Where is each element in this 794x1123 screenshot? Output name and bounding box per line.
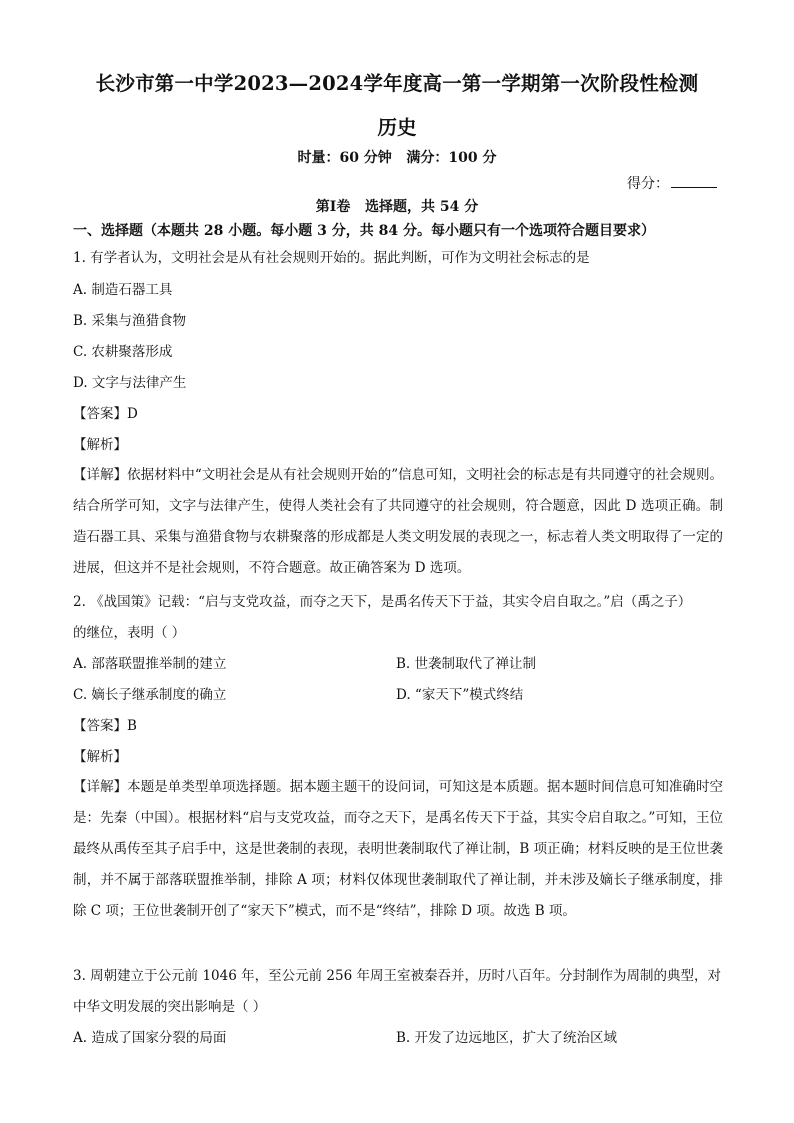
q3-option-a: A. 造成了国家分裂的局面 xyxy=(73,1030,227,1046)
q3-option-b: B. 开发了边远地区，扩大了统治区域 xyxy=(396,1030,618,1046)
q1-detail: 【详解】依据材料中“文明社会是从有社会规则开始的”信息可知，文明社会的标志是有共同遵守的社会规则。结合所学可知，文字与法律产生，使得人类社会有了共同遵守的社会规则，符合题意，因此 D 选项正确。制造石器工具、采集与渔猎食物与农耕聚落的形成都是人类文明发展的表现之一，标志着人类文明取得了一定的进展，但这并不是社会规则，不符合题意。故正确答案为 D 选项。 xyxy=(73,467,723,576)
q1-answer: 【答案】D xyxy=(73,406,138,422)
exam-info: 时量：60 分钟 满分：100 分 xyxy=(297,150,497,166)
q2-stem-line1: 2. 《战国策》记载：“启与支党攻益，而夺之天下，是禹名传天下于益，其实令启自取之。”启（禹之子） xyxy=(73,594,692,610)
q2-option-c: C. 嫡长子继承制度的确立 xyxy=(73,687,227,703)
q2-option-b: B. 世袭制取代了禅让制 xyxy=(396,656,537,672)
q2-answer: 【答案】B xyxy=(73,718,137,734)
q1-option-b: B. 采集与渔猎食物 xyxy=(73,313,187,329)
q2-option-a: A. 部落联盟推举制的建立 xyxy=(73,656,227,672)
q1-option-a: A. 制造石器工具 xyxy=(73,282,173,298)
score-blank xyxy=(671,173,717,188)
q1-analysis-label: 【解析】 xyxy=(73,437,127,453)
q3-stem-line1: 3. 周朝建立于公元前 1046 年，至公元前 256 年周王室被秦吞并，历时八百年。分封制作为周制的典型，对 xyxy=(73,968,721,984)
score-field xyxy=(627,173,717,193)
q1-stem: 1. 有学者认为，文明社会是从有社会规则开始的。据此判断，可作为文明社会标志的是 xyxy=(73,250,590,266)
score-label: 得分： xyxy=(627,176,669,192)
section-heading: 一、选择题（本题共 28 小题。每小题 3 分，共 84 分。每小题只有一个选项符合题目要求） xyxy=(73,223,655,239)
q2-detail: 【详解】本题是单类型单项选择题。据本题主题干的设问词，可知这是本质题。据本题时间信息可知准确时空是：先秦（中国）。根据材料“启与支党攻益，而夺之天下，是禹名传天下于益，其实令启自取之。”可知，王位最终从禹传至其子启手中，这是世袭制的表现，表明世袭制取代了禅让制，B 项正确；材料反映的是王位世袭制，并不属于部落联盟推举制，排除 A 项；材料仅体现世袭制取代了禅让制，并未涉及嫡长子继承制度，排除 C 项；王位世袭制开创了“家天下”模式，而不是“终结”，排除 D 项。故选 B 项。 xyxy=(73,779,723,919)
q1-option-d: D. 文字与法律产生 xyxy=(73,375,187,391)
exam-title: 长沙市第一中学2023—2024学年度高一第一学期第一次阶段性检测 xyxy=(95,72,699,95)
q2-stem-line2: 的继位，表明（ ） xyxy=(73,625,186,641)
q3-stem-line2: 中华文明发展的突出影响是（ ） xyxy=(73,999,267,1015)
volume-title: 第Ⅰ卷 选择题，共 54 分 xyxy=(315,199,479,215)
q2-option-d: D. “家天下”模式终结 xyxy=(396,687,524,703)
q2-analysis-label: 【解析】 xyxy=(73,749,127,765)
q1-option-c: C. 农耕聚落形成 xyxy=(73,344,173,360)
subject-title: 历史 xyxy=(377,116,417,139)
